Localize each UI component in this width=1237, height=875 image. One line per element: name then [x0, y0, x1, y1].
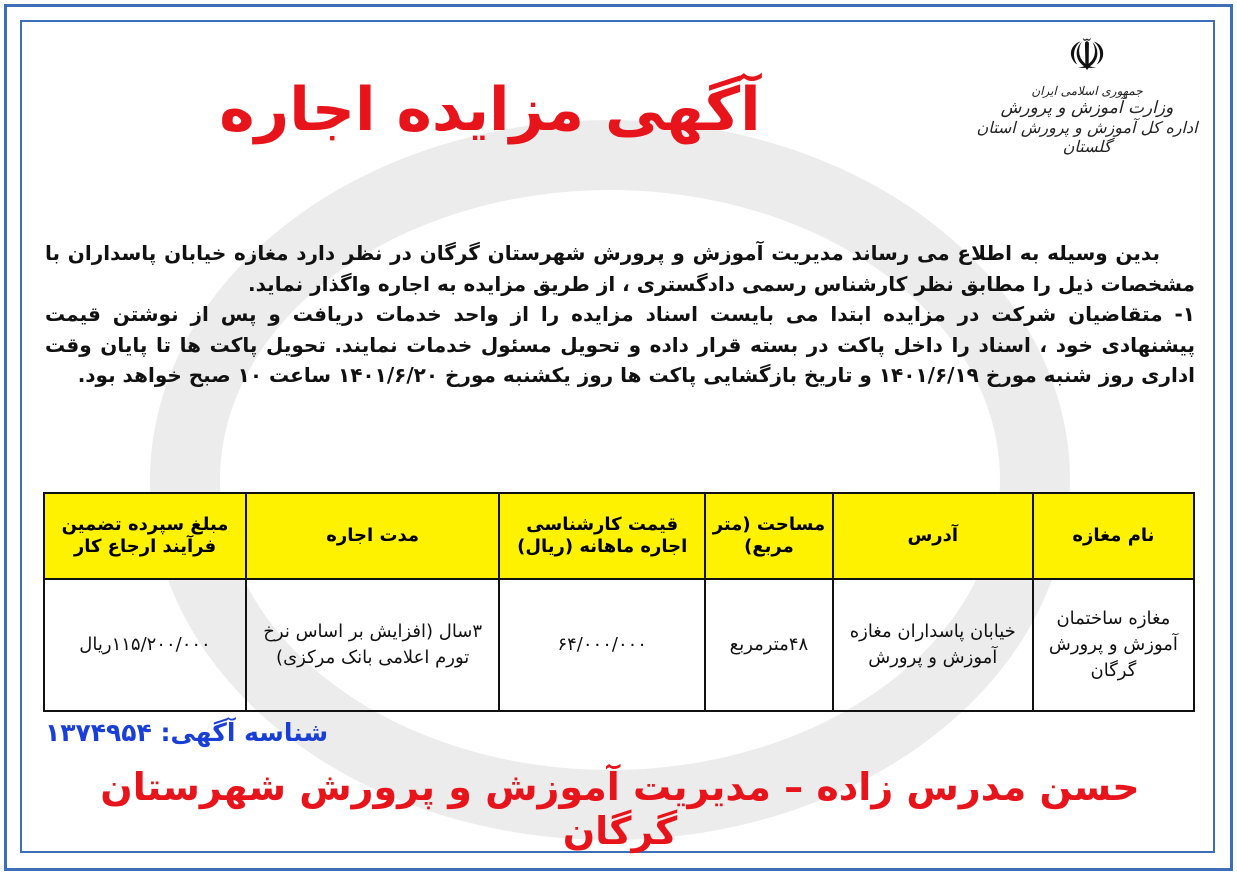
cell-shop-name: مغازه ساختمان آموزش و پرورش گرگان [1033, 579, 1194, 711]
cell-deposit: ۱۱۵/۲۰۰/۰۰۰ریال [44, 579, 246, 711]
header-deposit: مبلغ سپرده تضمین فرآیند ارجاع کار [44, 493, 246, 579]
cell-duration: ۳سال (افزایش بر اساس نرخ تورم اعلامی بانک مرکزی) [246, 579, 499, 711]
header-shop-name: نام مغازه [1033, 493, 1194, 579]
paragraph-conditions: ۱- متقاضیان شرکت در مزایده ابتدا می بایست اسناد مزایده را از واحد خدمات دریافت و پس از نوشتن قیمت پیشنهادی خود ، اسناد را داخل پاکت در بسته قرار داده و تحویل مسئول خدمات نمایند. تحویل پاکت ها تا پایان وقت اداری روز شنبه مورخ ۱۴۰۱/۶/۱۹ و تاریخ بازگشایی پاکت ها روز یکشنبه مورخ ۱۴۰۱/۶/۲۰ ساعت ۱۰ صبح خواهد بود. [45, 302, 1195, 387]
table-row [44, 579, 1194, 711]
ad-title: آگهی مزایده اجاره [219, 75, 761, 145]
cell-area: ۴۸مترمربع [705, 579, 833, 711]
iran-emblem-icon: ☫ [1067, 30, 1107, 81]
header-duration: مدت اجاره [246, 493, 499, 579]
cell-address: خیابان پاسداران مغازه آموزش و پرورش [833, 579, 1033, 711]
logo-line-1: جمهوری اسلامی ایران [1031, 84, 1143, 98]
footer-signature: حسن مدرس زاده – مدیریت آموزش و پرورش شهرستان گرگان [100, 765, 1140, 853]
header-area: مساحت (متر مربع) [705, 493, 833, 579]
header-price: قیمت کارشناسی اجاره ماهانه (ریال) [499, 493, 705, 579]
auction-table [43, 492, 1195, 712]
logo-line-3: اداره کل آموزش و پرورش استان گلستان [976, 118, 1198, 156]
ad-body [45, 238, 1195, 391]
cell-price: ۶۴/۰۰۰/۰۰۰ [499, 579, 705, 711]
header-address: آدرس [833, 493, 1033, 579]
table-header-row [44, 493, 1194, 579]
ad-id: شناسه آگهی: ۱۳۷۴۹۵۴ [45, 718, 329, 747]
ministry-logo [972, 28, 1202, 156]
paragraph-intro: بدین وسیله به اطلاع می رساند مدیریت آموزش و پرورش شهرستان گرگان در نظر دارد مغازه خیابان پاسداران با مشخصات ذیل را مطابق نظر کارشناس رسمی دادگستری ، از طریق مزایده به اجاره واگذار نماید. [45, 241, 1195, 296]
logo-line-2: وزارت آموزش و پرورش [1000, 98, 1174, 118]
